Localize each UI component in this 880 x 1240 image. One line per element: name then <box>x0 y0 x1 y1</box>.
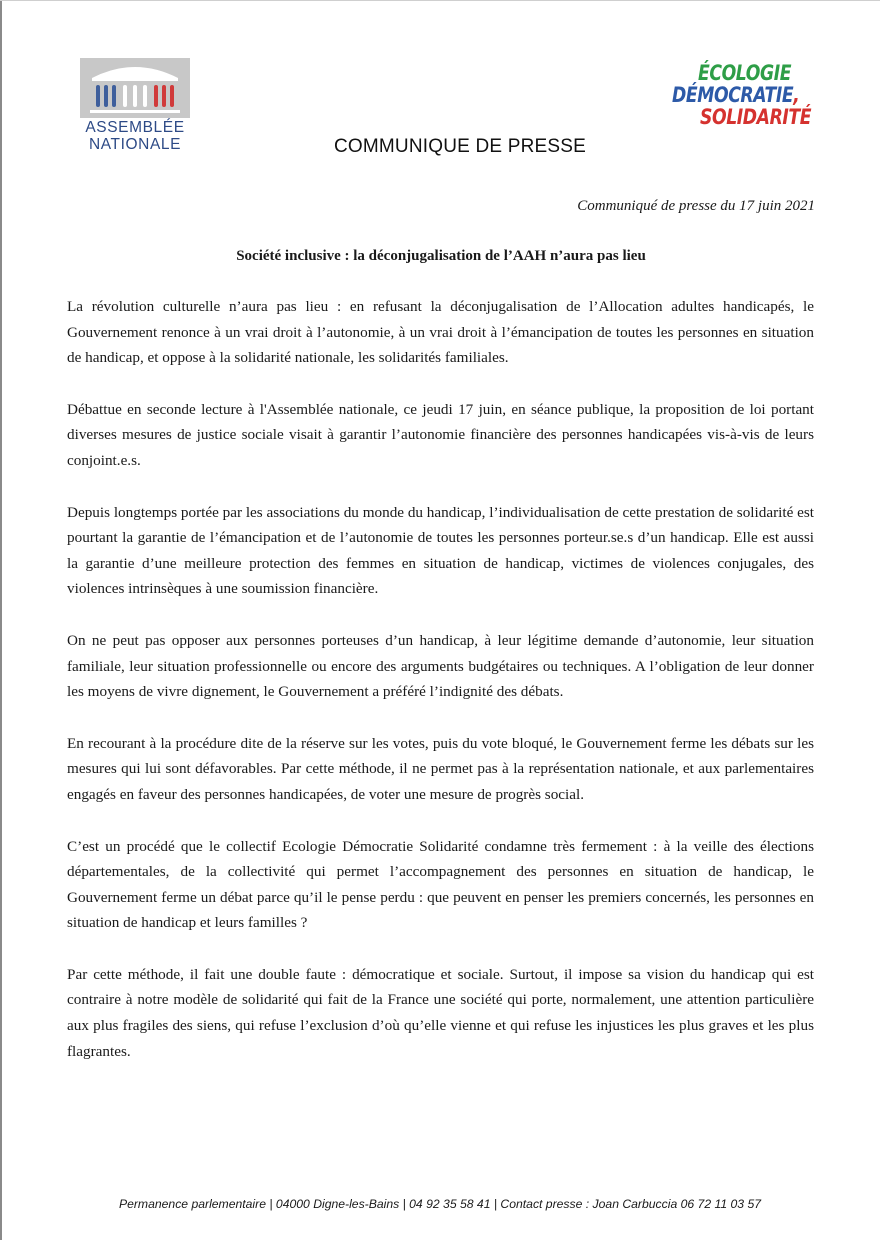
press-release-title: COMMUNIQUE DE PRESSE <box>333 136 587 157</box>
eds-logo-line2-wrap <box>672 84 799 106</box>
paragraph: Par cette méthode, il fait une double faute : démocratique et sociale. Surtout, il impose sa vision du handicap qui est contraire à notre modèle de solidarité qui fait de la France une société qui porte, normalement, une attention particulière aux plus fragiles des siens, qui refuse l’exclusion d’où qu’elle vienne et qui refuse les injustices les plus graves et les plus flagrantes. <box>67 965 814 1060</box>
page-left-edge <box>0 0 2 1240</box>
paragraph: La révolution culturelle n’aura pas lieu : en refusant la déconjugalisation de l’Allocation adultes handicapés, le Gouvernement renonce à un vrai droit à l’autonomie, à un vrai droit à l’émancipation de toutes les personnes en situation de handicap, et oppose à la solidarité nationale, les solidarités familiales. <box>67 298 814 367</box>
hemicycle-icon <box>80 58 190 118</box>
paragraph: C’est un procédé que le collectif Ecologie Démocratie Solidarité condamne très fermement : à la veille des élections départementales, de la collectivité qui permet l’accompagnement des personnes en situation de handicap, le Gouvernement ferme un débat parce qu’il le pense perdu : que peuvent en penser les premiers concernés, les personnes en situation de handicap et leurs familles ? <box>67 837 814 932</box>
contact-footer: Permanence parlementaire | 04000 Digne-les-Bains | 04 92 35 58 41 | Contact presse : Joan Carbuccia 06 72 11 03 57 <box>118 1197 762 1211</box>
paragraph: Depuis longtemps portée par les associations du monde du handicap, l’individualisation de cette prestation de solidarité est pourtant la garantie de l’émancipation et de l’autonomie de toutes les personnes porteur.se.s d’un handicap. Elle est aussi la garantie d’une meilleure protection des femmes en situation de handicap, victimes de violences conjugales, des violences intrinsèques à une soumission financière. <box>67 503 814 598</box>
release-body <box>67 294 814 1090</box>
eds-logo-line3: SOLIDARITÉ <box>700 105 812 129</box>
paragraph: En recourant à la procédure dite de la réserve sur les votes, puis du vote bloqué, le Gouvernement ferme les débats sur les mesures qui lui sont défavorables. Par cette méthode, il ne permet pas à la représentation nationale, et aux parlementaires engagés en faveur des personnes handicapées, de voter une mesure de progrès social. <box>67 734 814 803</box>
paragraph: On ne peut pas opposer aux personnes porteuses d’un handicap, à leur légitime demande d’autonomie, leur situation familiale, leur situation professionnelle ou encore des arguments budgétaires ou techniques. A l’obligation de leur donner les moyens de vivre dignement, le Gouvernement a préféré l’indignité des débats. <box>67 631 814 701</box>
page-top-edge <box>0 0 880 1</box>
release-headline: Société inclusive : la déconjugalisation de l’AAH n’aura pas lieu <box>236 248 646 264</box>
ecologie-democratie-solidarite-logo <box>668 60 818 130</box>
eds-logo-line2-accent: , <box>793 83 800 107</box>
eds-logo-line1: ÉCOLOGIE <box>698 61 792 85</box>
release-date: Communiqué de presse du 17 juin 2021 <box>577 198 815 214</box>
an-logo-line1: ASSEMBLÉE <box>85 119 185 136</box>
paragraph: Débattue en seconde lecture à l'Assemblée nationale, ce jeudi 17 juin, en séance publique, la proposition de loi portant diverses mesures de justice sociale visait à garantir l’autonomie financière des personnes handicapées vis-à-vis de leurs conjoint.e.s. <box>67 400 814 469</box>
an-logo-line2: NATIONALE <box>88 136 182 153</box>
eds-logo-line2: DÉMOCRATIE <box>672 83 794 107</box>
